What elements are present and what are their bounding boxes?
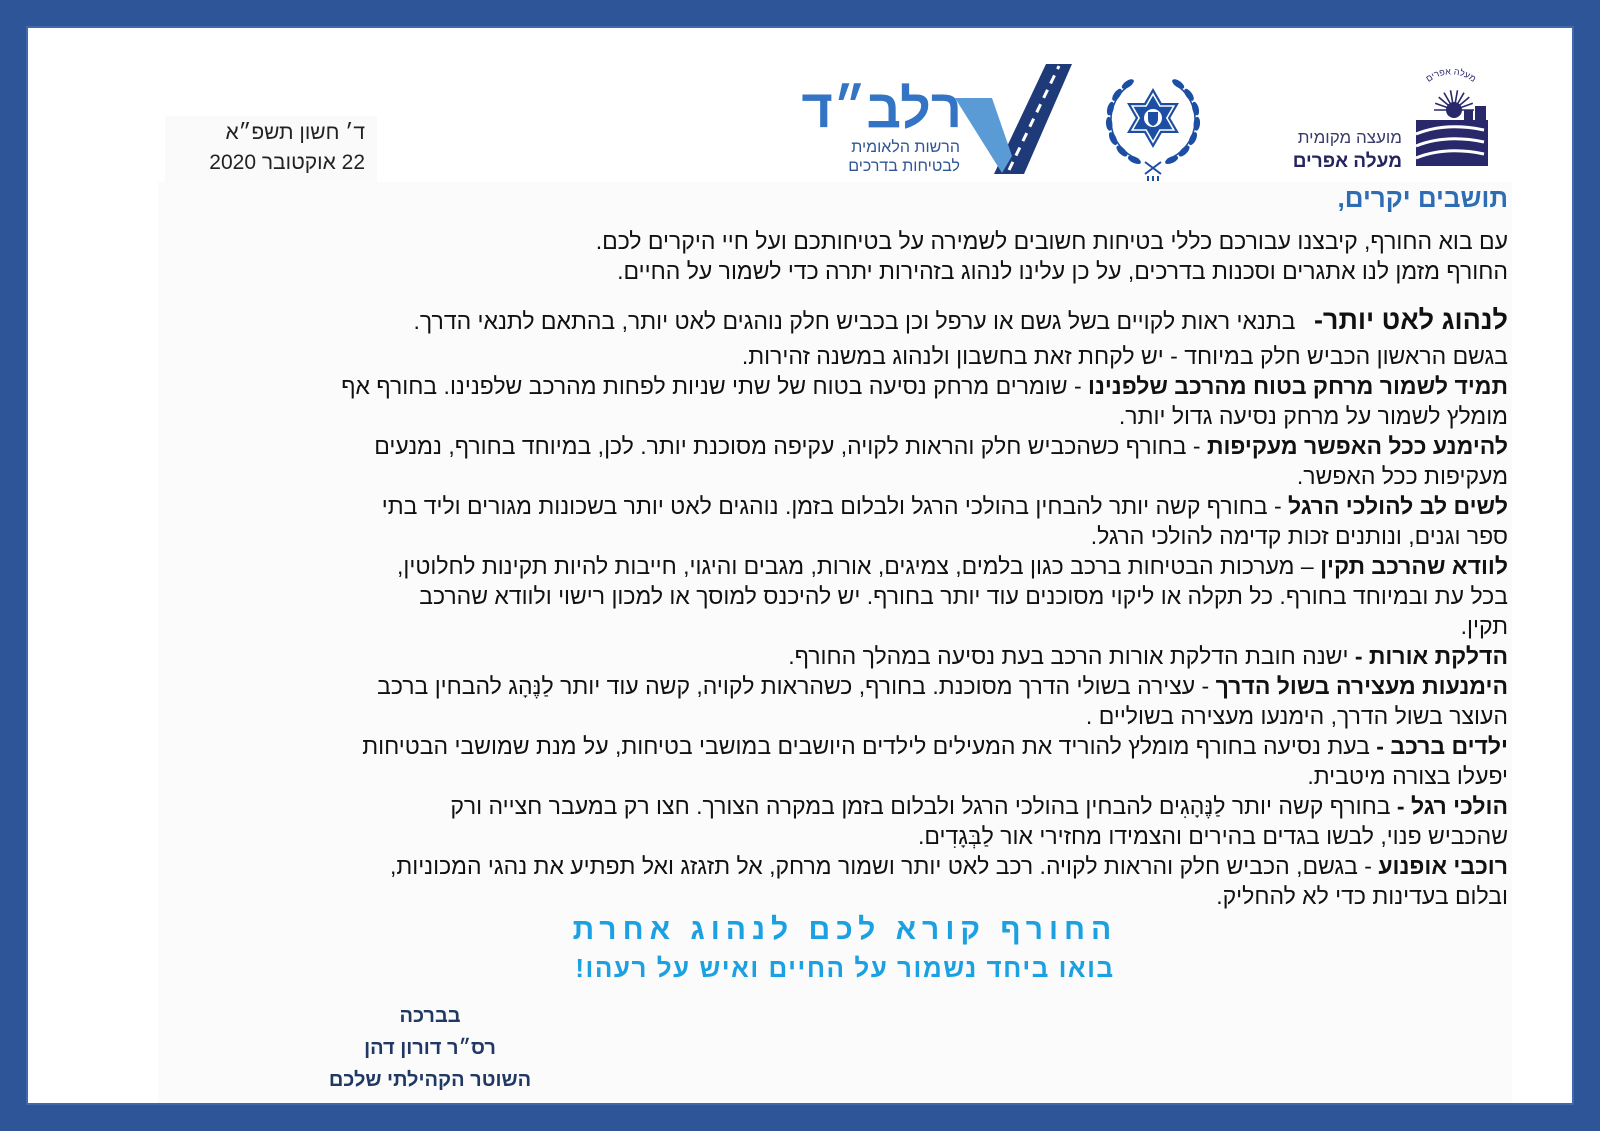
ralbad-subtitle-line1: הרשות הלאומית (851, 139, 960, 156)
safety-rules (108, 302, 1508, 911)
rule-text-line: מעקיפות ככל האפשר. (1296, 463, 1508, 489)
rule-text-line: - בחורף כשהכביש חלק והראות לקויה, עקיפה מסוכנת יותר. לכן, במיוחד בחורף, נמנעים (374, 433, 1201, 459)
rule-vehicle-check (108, 551, 1508, 581)
council-name (1293, 126, 1402, 174)
rule-avoid-overtaking (108, 431, 1508, 461)
rule-title: רוכבי אופנוע (1378, 853, 1508, 879)
signature-block (280, 1000, 580, 1096)
rule-children-in-car (108, 731, 1508, 761)
greeting: תושבים יקרים, (1337, 183, 1508, 213)
rule-text-line: - בחורף קשה יותר להבחין בהולכי הרגל ולבלום בזמן. נוהגים לאט יותר בשכונות מגורים וליד בתי (381, 493, 1282, 519)
road-checkmark-icon (952, 60, 1076, 178)
rule-text-line: מומלץ לשמור על מרחק נסיעה גדול יותר. (1118, 403, 1508, 429)
rule-text-line: תקין. (1460, 613, 1508, 639)
rule-no-shoulder-stop (108, 671, 1508, 701)
signature-name: רס״ר דורון דהן (364, 1037, 496, 1059)
rule-text-line: ובלום בעדינות כדי לא להחליק. (1216, 883, 1508, 909)
slogan-subline: בואו ביחד נשמור על החיים ואיש על רעהו! (575, 953, 1115, 983)
rule-text-line: שהכביש פנוי, לבשו בגדים בהירים והצמידו מחזירי אור לַבְּגָדִים. (917, 823, 1508, 849)
rule-text-line: בעת נסיעה בחורף מומלץ להוריד את המעילים לילדים היושבים במושבי בטיחות, על מנת שמושבי הבטיחות (362, 733, 1370, 759)
rule-title: לוודא שהרכב תקין (1320, 553, 1508, 579)
rule-text-line: ישנה חובת הדלקת אורות הרכב בעת נסיעה במהלך החורף. (788, 643, 1349, 669)
rule-title: ילדים ברכב - (1376, 733, 1508, 759)
rule-headlights (108, 641, 1508, 671)
gregorian-date: 22 אוקטובר 2020 (209, 151, 365, 174)
rule-motorcyclists (108, 851, 1508, 881)
intro-line: עם בוא החורף, קיבצנו עבורכם כללי בטיחות חשובים לשמירה על בטיחותכם ועל חיי היקרים לכם. (595, 228, 1508, 254)
police-emblem-icon (1103, 60, 1203, 182)
rule-keep-distance (108, 371, 1508, 401)
rule-drive-slower (108, 302, 1508, 338)
rule-title: לשים לב להולכי הרגל (1288, 493, 1508, 519)
rule-title: הולכי רגל - (1396, 793, 1508, 819)
rule-text-line: בתנאי ראות לקויים בשל גשם או ערפל וכן בכביש חלק נוהגים לאט יותר, בהתאם לתנאי הדרך. (413, 308, 1296, 334)
rule-text-line: העוצר בשול הדרך, הימנעו מעצירה בשוליים . (1085, 703, 1508, 729)
rule-text-line: - בגשם, הכביש חלק והראות לקויה. רכב לאט יותר ושמור מרחק, אל תזגזג ואל תפתיע את נהגי המכוניות, (389, 853, 1372, 879)
ralbad-subtitle-line2: לבטיחות בדרכים (848, 158, 960, 175)
rule-text-line: - שומרים מרחק נסיעה בטוח של שתי שניות לפחות מהרכב שלפנינו. בחורף אף (341, 373, 1082, 399)
rule-watch-pedestrians (108, 491, 1508, 521)
ralbad-logo-subtitle (848, 138, 960, 176)
rule-text-line: בגשם הראשון הכביש חלק במיוחד - יש לקחת זאת בחשבון ולנהוג במשנה זהירות. (741, 343, 1508, 369)
rule-text-line: יפעלו בצורה מיטבית. (1307, 763, 1508, 789)
letter-date (209, 118, 365, 178)
maale-efraim-emblem-icon (1412, 68, 1490, 168)
signature-role: השוטר הקהילתי שלכם (328, 1069, 532, 1091)
rule-title: תמיד לשמור מרחק בטוח מהרכב שלפנינו (1088, 373, 1508, 399)
rule-title: הדלקת אורות - (1354, 643, 1508, 669)
rule-text-line: - עצירה בשולי הדרך מסוכנת. בחורף, כשהראות לקויה, קשה עוד יותר לַנֶּהָג להבחין ברכב (377, 673, 1210, 699)
signature-closing: בברכה (399, 1005, 461, 1027)
slogan-headline: החורף קורא לכם לנהוג אחרת (572, 913, 1118, 946)
rule-title: לנהוג לאט יותר- (1313, 305, 1508, 335)
hebrew-date: ד׳ חשון תשפ״א (225, 121, 365, 144)
rule-text-line: – מערכות הבטיחות ברכב כגון בלמים, צמיגים, אורות, מגבים והיגוי, חייבות להיות תקינות לחלוטין, (397, 553, 1314, 579)
ralbad-logo-name: רלב״ד (801, 79, 962, 139)
council-town: מעלה אפרים (1292, 151, 1402, 172)
council-type: מועצה מקומית (1297, 128, 1402, 147)
intro-line: החורף מזמן לנו אתגרים וסכנות בדרכים, על כן עלינו לנהוג בזהירות יתרה כדי לשמור על החיים. (617, 258, 1508, 284)
svg-text:מעלה אפרים (1424, 68, 1478, 84)
rule-text-line: ספר וגנים, ונותנים זכות קדימה להולכי הרגל. (1090, 523, 1508, 549)
rule-title: להימנע ככל האפשר מעקיפות (1206, 433, 1508, 459)
rule-text-line: בכל עת ובמיוחד בחורף. כל תקלה או ליקוי מסוכנים עוד יותר בחורף. יש להיכנס למוסך או למכון רישוי ולוודא שהרכב (419, 583, 1508, 609)
rule-text-line: בחורף קשה יותר לַנֶּהָגִים להבחין בהולכי הרגל ולבלום בזמן במקרה הצורך. חצו רק במעבר חצייה ורק (450, 793, 1391, 819)
letter-body (108, 180, 1508, 911)
intro-paragraph (108, 226, 1508, 286)
council-emblem-text: מעלה אפרים (1423, 68, 1479, 84)
rule-title: הימנעות מעצירה בשול הדרך (1215, 673, 1508, 699)
rule-pedestrians (108, 791, 1508, 821)
